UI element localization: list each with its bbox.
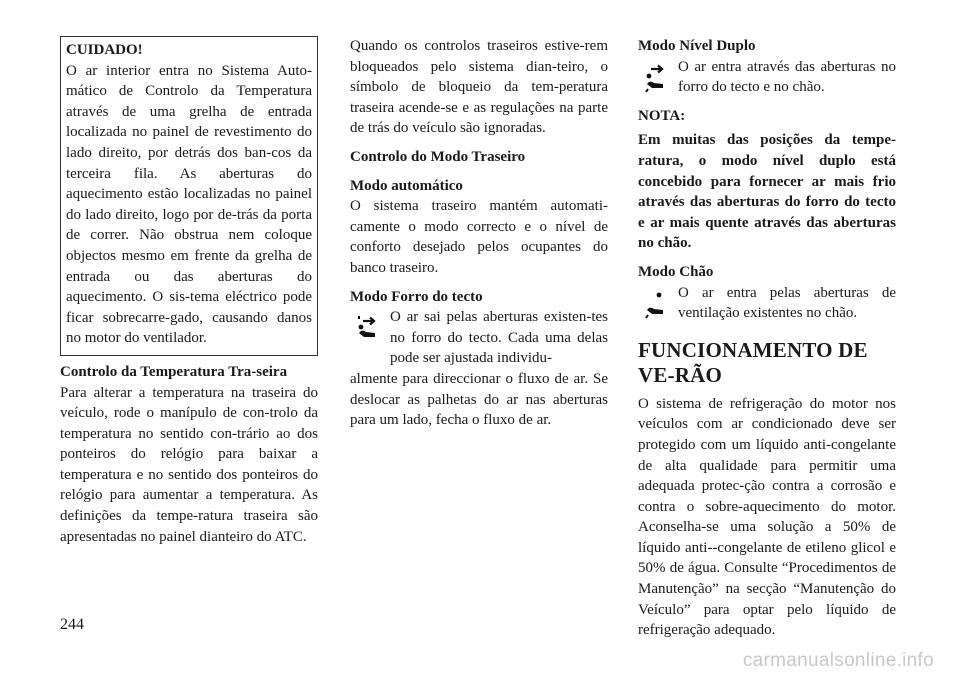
page-number: 244 [60,616,84,633]
bilevel-mode-text: O ar entra através das aberturas no forro do tecto e no chão. [678,58,896,96]
column-right [638,40,896,641]
column-left [60,40,318,547]
bilevel-mode-icon [638,57,678,93]
rear-temp-heading: Controlo da Temperatura Tra-seira [60,363,288,380]
floor-mode-text: O ar entra pelas aberturas de ventilação existentes no chão. [678,284,896,322]
rear-temp-text: Para alterar a temperatura na traseira do veículo, rode o manípulo de con-trolo da temperatura no sentido con-trário ao dos ponteiros do relógio para baixar a temperatura e no sentido dos ponteiros do relógio para aumentar a temperatura. As definições da tempe-ratura traseira são apresentadas no painel dianteiro do ATC. [60,384,318,545]
floor-mode-row [638,283,896,324]
floor-mode-icon [638,283,678,319]
caution-box [60,36,318,356]
bilevel-mode-row [638,57,896,98]
ceiling-mode-row [350,307,608,369]
caution-title: CUIDADO! [66,42,143,58]
intro-text: Quando os controlos traseiros estive-rem bloqueados pelo sistema dian-teiro, o símbolo de bloqueio da tem-peratura traseira acende-se e as regulações na parte de trás do veículo são ignoradas. [350,38,608,137]
bilevel-mode-heading: Modo Nível Duplo [638,38,756,54]
caution-text: O ar interior entra no Sistema Auto-mático de Controlo da Temperatura através de uma grelha de entrada localizada no painel de revestimento do lado direito, por detrás dos ban-cos da terceira fila. As aberturas do aquecimento estão localizadas no painel do lado direito, logo por de-trás da porta de correr. Não obstrua nem coloque objectos mesmo em frente da grelha de entrada ou das aberturas do aquecimento. O sis-tema eléctrico pode ficar sobrecarre-gado, causando danos no motor do ventilador. [66,62,312,347]
auto-mode-heading: Modo automático [350,177,463,194]
ceiling-mode-text-indented: O ar sai pelas aberturas existen-tes no forro do tecto. Cada uma delas pode ser ajustada individu- [390,309,608,367]
section-text: O sistema de refrigeração do motor nos veículos com ar condicionado deve ser protegido com um líquido anti-congelante de alta qualidade para permitir uma adequada protec-ção contra a corrosão e contra o sobre-aquecimento do motor. Aconselha-se uma solução a 50% de líquido anti--congelante de etileno glicol e 50% de água. Consulte “Procedimentos de Manutenção” na secção “Manutenção do Veículo” para optar pelo líquido de refrigeração adequado. [638,395,896,639]
auto-mode-text: O sistema traseiro mantém automati-camente o modo correcto e o nível de conforto desejado pelos ocupantes do banco traseiro. [350,198,608,276]
section-heading: FUNCIONAMENTO DE VE-RÃO [638,337,868,387]
note-heading: NOTA: [638,107,686,124]
floor-mode-heading: Modo Chão [638,263,714,280]
watermark: carmanualsonline.info [742,650,934,671]
column-middle [350,40,608,431]
ceiling-mode-heading: Modo Forro do tecto [350,288,483,305]
rear-mode-heading: Controlo do Modo Traseiro [350,148,526,165]
ceiling-mode-text: almente para direccionar o fluxo de ar. Se deslocar as palhetas do ar nas aberturas para um lado, fecha o fluxo de ar. [350,370,608,429]
ceiling-mode-icon [350,307,390,343]
note-text: Em muitas das posições da tempe-ratura, o modo nível duplo está concebido para fornecer ar mais frio através das aberturas do forro do tecto e ar mais quente através das aberturas no chão. [638,132,896,252]
